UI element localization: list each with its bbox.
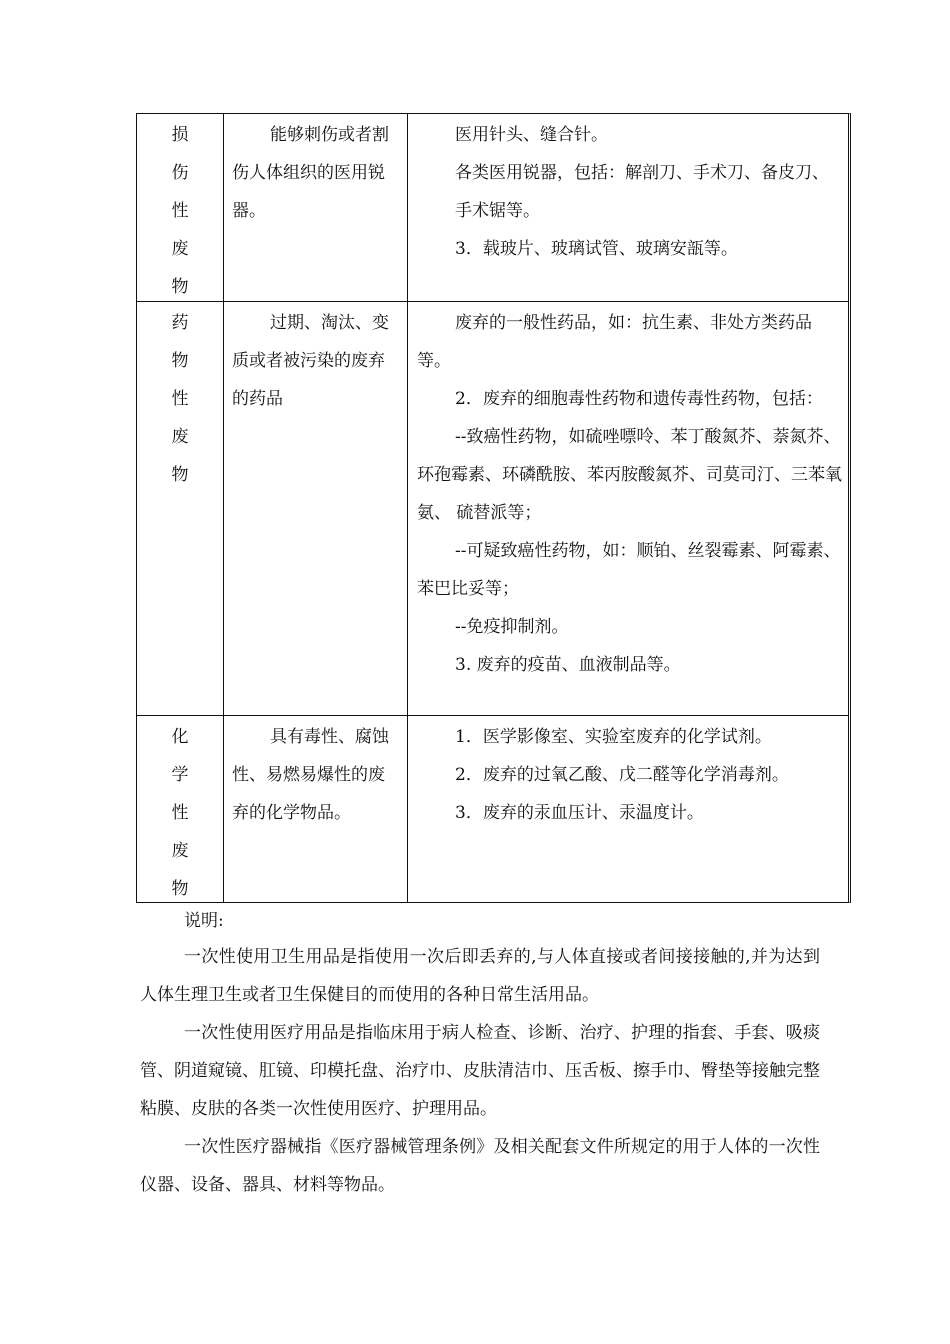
category-char: 性 [171, 803, 189, 823]
definition-text: 过期、淘汰、变质或者被污染的废弃的药品 [232, 313, 389, 409]
definition-cell [224, 114, 408, 301]
category-char: 药 [171, 313, 189, 333]
table-row [137, 114, 848, 302]
category-cell [137, 114, 224, 301]
definition-cell [224, 302, 408, 715]
category-char: 伤 [171, 163, 189, 183]
category-char: 学 [171, 765, 189, 785]
example-item: 3．废弃的汞血压计、汞温度计。 [455, 803, 704, 823]
examples-cell [408, 114, 848, 301]
definition-cell [224, 716, 408, 902]
notes-paragraph: 一次性使用卫生用品是指使用一次后即丢弃的,与人体直接或者间接接触的,并为达到人体生理卫生或者卫生保健目的而使用的各种日常生活用品。 [140, 947, 820, 1005]
notes-section [140, 904, 820, 1204]
table-row [137, 302, 848, 716]
example-item: 医用针头、缝合针。 [455, 125, 608, 145]
category-char: 性 [171, 201, 189, 221]
waste-classification-table [136, 113, 851, 903]
category-char: 性 [171, 389, 189, 409]
definition-text: 具有毒性、腐蚀性、易燃易爆性的废弃的化学物品。 [232, 727, 389, 823]
category-char: 损 [171, 125, 189, 145]
category-char: 废 [171, 841, 189, 861]
example-item: 2．废弃的细胞毒性药物和遗传毒性药物，包括： [455, 389, 823, 409]
category-char: 物 [171, 465, 189, 485]
example-item: --免疫抑制剂。 [455, 617, 569, 637]
category-char: 废 [171, 239, 189, 259]
example-item: 2．废弃的过氧乙酸、戊二醛等化学消毒剂。 [455, 765, 789, 785]
category-cell [137, 302, 224, 715]
example-item: 1．医学影像室、实验室废弃的化学试剂。 [455, 727, 772, 747]
notes-paragraph: 一次性医疗器械指《医疗器械管理条例》及相关配套文件所规定的用于人体的一次性仪器、设备、器具、材料等物品。 [140, 1137, 820, 1195]
notes-label: 说明: [184, 911, 224, 931]
category-cell [137, 716, 224, 902]
definition-text: 能够刺伤或者割伤人体组织的医用锐器。 [232, 125, 389, 221]
examples-cell [408, 716, 848, 902]
example-item: --致癌性药物，如硫唑嘌呤、苯丁酸氮芥、萘氮芥、环孢霉素、环磷酰胺、苯丙胺酸氮芥、司莫司汀、三苯氧氨、 硫替派等； [417, 427, 842, 523]
notes-paragraph: 一次性使用医疗用品是指临床用于病人检查、诊断、治疗、护理的指套、手套、吸痰管、阴道窥镜、肛镜、印模托盘、治疗巾、皮肤清洁巾、压舌板、擦手巾、臀垫等接触完整粘膜、皮肤的各类一次性使用医疗、护理用品。 [140, 1023, 820, 1119]
table-row [137, 716, 848, 902]
example-item: --可疑致癌性药物，如：顺铂、丝裂霉素、阿霉素、苯巴比妥等； [417, 541, 841, 599]
example-item: 各类医用锐器，包括：解剖刀、手术刀、备皮刀、 [455, 163, 829, 183]
example-item: 3. 废弃的疫苗、血液制品等。 [455, 655, 681, 675]
category-char: 化 [171, 727, 189, 747]
category-char: 废 [171, 427, 189, 447]
example-item: 3．载玻片、玻璃试管、玻璃安瓿等。 [455, 239, 738, 259]
category-char: 物 [171, 351, 189, 371]
examples-cell [408, 302, 848, 715]
category-char: 物 [171, 277, 189, 297]
example-item: 废弃的一般性药品，如：抗生素、非处方类药品等。 [417, 313, 812, 371]
category-char: 物 [171, 879, 189, 899]
example-item: 手术锯等。 [455, 201, 540, 221]
